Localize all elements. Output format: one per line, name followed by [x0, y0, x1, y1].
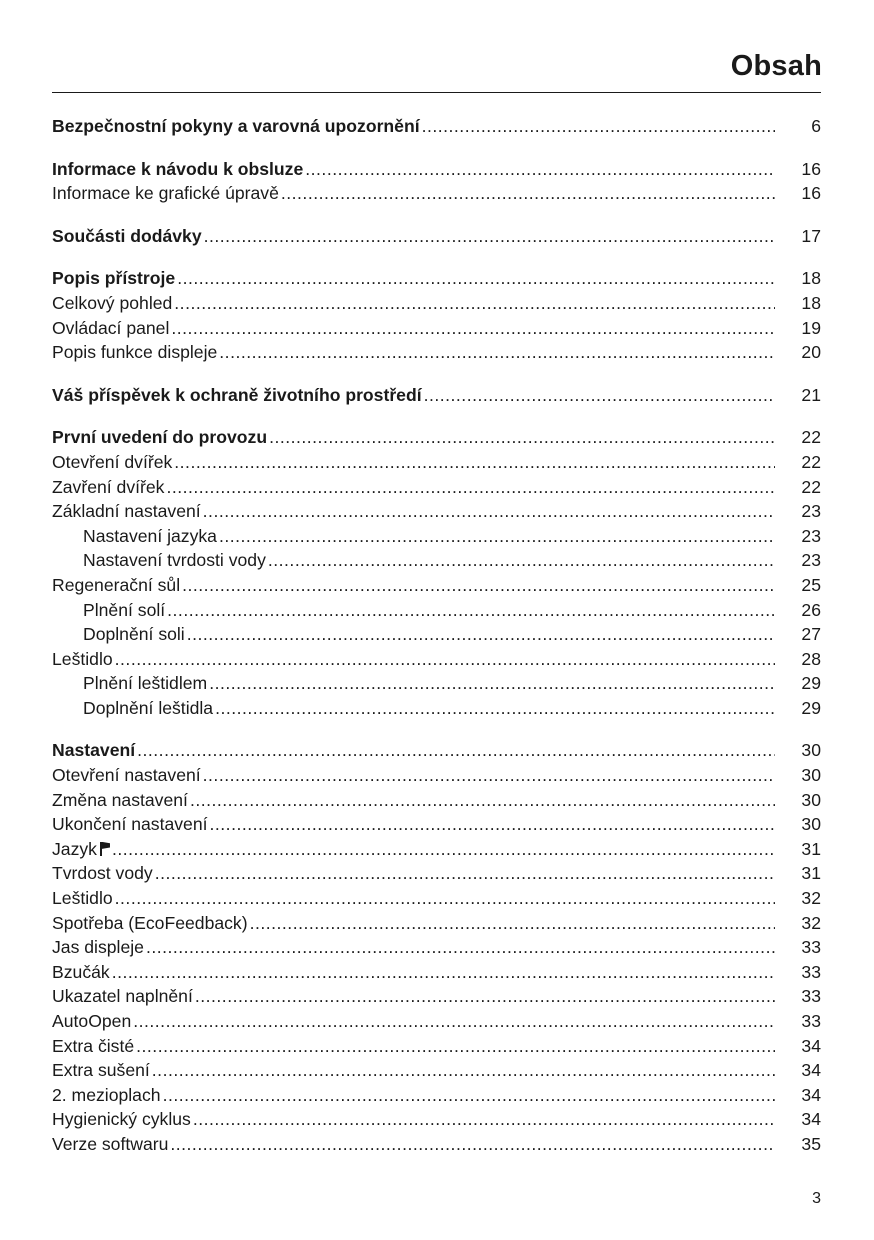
toc-page-number: 17 — [801, 225, 821, 246]
toc-entry-label — [52, 181, 279, 206]
toc-entry-label — [52, 114, 420, 139]
toc-entry-label — [52, 1058, 150, 1083]
flag-icon — [100, 842, 110, 856]
toc-dot-leader — [112, 837, 775, 862]
toc-entry-label — [52, 1107, 191, 1132]
toc-dot-leader — [203, 499, 775, 524]
toc-page-number: 18 — [801, 292, 821, 313]
toc-page-number: 22 — [801, 451, 821, 472]
toc-dot-leader — [219, 340, 775, 365]
toc-entry-label — [52, 1132, 168, 1157]
toc-dot-leader — [424, 383, 775, 408]
toc-page-number: 33 — [801, 961, 821, 982]
toc-entry-title: Extra sušení — [52, 1060, 150, 1081]
toc-page-number: 31 — [801, 838, 821, 859]
toc-entry-title: Doplnění leštidla — [83, 697, 214, 718]
toc-dot-leader — [250, 911, 775, 936]
toc-dot-leader — [115, 647, 775, 672]
toc-entry-label — [52, 340, 217, 365]
toc-page-number: 23 — [801, 501, 821, 522]
toc-entry[interactable] — [52, 524, 821, 549]
toc-entry-label — [52, 886, 113, 911]
toc-entry-label — [52, 763, 201, 788]
toc-page-number: 31 — [801, 863, 821, 884]
toc-entry[interactable] — [52, 340, 821, 365]
toc-entry-title: Plnění solí — [83, 599, 166, 620]
toc-entry-title: Součásti dodávky — [52, 225, 202, 246]
toc-page-number: 32 — [801, 888, 821, 909]
toc-entry-title: 2. mezioplach — [52, 1084, 161, 1105]
toc-page-number: 21 — [801, 384, 821, 405]
toc-section-entry[interactable] — [52, 224, 821, 249]
toc-page-number: 23 — [801, 550, 821, 571]
toc-entry-title: Verze softwaru — [52, 1133, 169, 1154]
toc-entry[interactable] — [52, 475, 821, 500]
toc-dot-leader — [170, 1132, 775, 1157]
toc-entry-label — [52, 647, 113, 672]
toc-entry[interactable] — [52, 316, 821, 341]
toc-dot-leader — [167, 598, 775, 623]
toc-entry-title: Základní nastavení — [52, 501, 201, 522]
toc-entry-label — [52, 671, 207, 696]
toc-page-number: 26 — [801, 599, 821, 620]
toc-entry[interactable] — [52, 1009, 821, 1034]
toc-entry-title: Zavření dvířek — [52, 476, 165, 497]
toc-entry-title: Změna nastavení — [52, 789, 188, 810]
toc-page-number: 6 — [811, 116, 821, 136]
toc-page-number: 34 — [801, 1084, 821, 1105]
title-divider — [52, 92, 821, 93]
toc-entry-label — [52, 291, 172, 316]
toc-dot-leader — [219, 524, 775, 549]
toc-entry[interactable] — [52, 812, 821, 837]
toc-page-number: 22 — [801, 427, 821, 448]
toc-page-number: 30 — [801, 789, 821, 810]
toc-entry-label — [52, 548, 266, 573]
toc-entry-label — [52, 475, 164, 500]
toc-page-number: 33 — [801, 937, 821, 958]
toc-entry-label — [52, 450, 172, 475]
toc-entry[interactable] — [52, 1132, 821, 1157]
toc-page-number: 27 — [801, 624, 821, 645]
toc-entry[interactable] — [52, 861, 821, 886]
toc-entry-title: Doplnění soli — [83, 624, 185, 645]
toc-entry-title: Nastavení jazyka — [83, 525, 217, 546]
toc-entry-label — [52, 524, 217, 549]
toc-entry[interactable] — [52, 788, 821, 813]
toc-entry-title: Otevření nastavení — [52, 765, 201, 786]
toc-dot-leader — [166, 475, 775, 500]
toc-entry-label — [52, 157, 303, 182]
toc-page-number: 25 — [801, 574, 821, 595]
toc-page-number: 18 — [801, 268, 821, 289]
toc-entry-label — [52, 1083, 161, 1108]
toc-entry-label — [52, 788, 188, 813]
toc-entry-label — [52, 984, 193, 1009]
toc-dot-leader — [182, 573, 775, 598]
toc-dot-leader — [209, 671, 775, 696]
toc-page-number: 34 — [801, 1109, 821, 1130]
toc-page-number: 34 — [801, 1060, 821, 1081]
toc-dot-leader — [193, 1107, 775, 1132]
toc-dot-leader — [215, 696, 775, 721]
toc-entry[interactable] — [52, 647, 821, 672]
toc-entry-label — [52, 383, 422, 408]
toc-entry[interactable] — [52, 763, 821, 788]
toc-page-number: 30 — [801, 765, 821, 786]
toc-entry-label — [52, 837, 110, 862]
toc-entry[interactable] — [52, 671, 821, 696]
toc-entry-title: Leštidlo — [52, 888, 113, 909]
toc-entry-title: Jazyk — [52, 838, 97, 859]
page-number: 3 — [812, 1190, 821, 1207]
toc-dot-leader — [187, 622, 775, 647]
toc-dot-leader — [195, 984, 775, 1009]
toc-entry-title: Popis přístroje — [52, 268, 176, 289]
toc-entry[interactable] — [52, 1034, 821, 1059]
toc-page-number: 29 — [801, 697, 821, 718]
toc-entry[interactable] — [52, 837, 821, 862]
toc-entry-label — [52, 266, 175, 291]
toc-dot-leader — [422, 114, 775, 139]
toc-page-number: 33 — [801, 986, 821, 1007]
toc-entry[interactable] — [52, 935, 821, 960]
toc-entry-title: Bzučák — [52, 961, 110, 982]
toc-section-entry[interactable] — [52, 383, 821, 408]
toc-entry[interactable] — [52, 886, 821, 911]
toc-entry[interactable] — [52, 291, 821, 316]
toc-entry[interactable] — [52, 960, 821, 985]
toc-entry-label — [52, 425, 267, 450]
toc-page-number: 30 — [801, 814, 821, 835]
toc-entry-label — [52, 738, 135, 763]
toc-entry[interactable] — [52, 911, 821, 936]
toc-entry-title: Leštidlo — [52, 648, 113, 669]
toc-dot-leader — [210, 812, 775, 837]
toc-entry-title: Ukazatel naplnění — [52, 986, 193, 1007]
toc-dot-leader — [174, 450, 775, 475]
toc-dot-leader — [190, 788, 775, 813]
toc-entry-label — [52, 812, 208, 837]
toc-page-number: 30 — [801, 740, 821, 761]
toc-entry-title: Ukončení nastavení — [52, 814, 208, 835]
toc-section-entry[interactable] — [52, 114, 821, 139]
toc-entry-title: Popis funkce displeje — [52, 342, 218, 363]
toc-entry-label — [52, 622, 185, 647]
toc-entry-title: Informace k návodu k obsluze — [52, 158, 304, 179]
toc-entry-title: AutoOpen — [52, 1011, 132, 1031]
toc-dot-leader — [152, 1058, 775, 1083]
toc-entry-title: Ovládací panel — [52, 317, 170, 338]
toc-page-number: 16 — [801, 183, 821, 204]
toc-dot-leader — [146, 935, 775, 960]
toc-dot-leader — [115, 886, 775, 911]
toc-page-number: 20 — [801, 342, 821, 363]
table-of-contents — [52, 114, 821, 1157]
toc-entry-label — [52, 911, 248, 936]
toc-entry-title: Tvrdost vody — [52, 863, 153, 884]
toc-entry-title: Otevření dvířek — [52, 451, 173, 472]
toc-entry-title: Váš příspěvek k ochraně životního prostředí — [52, 384, 422, 405]
toc-entry-label — [52, 1034, 134, 1059]
toc-entry-label — [52, 1009, 131, 1034]
toc-entry-label — [52, 960, 110, 985]
toc-entry-label — [52, 573, 180, 598]
toc-entry-title: Plnění leštidlem — [83, 673, 208, 694]
toc-entry-label — [52, 499, 201, 524]
toc-entry-title: Celkový pohled — [52, 292, 173, 313]
toc-entry[interactable] — [52, 598, 821, 623]
toc-entry[interactable] — [52, 548, 821, 573]
toc-dot-leader — [171, 316, 775, 341]
toc-page-number: 28 — [801, 648, 821, 669]
toc-page-number: 35 — [801, 1133, 821, 1154]
toc-entry[interactable] — [52, 622, 821, 647]
toc-entry-label — [52, 935, 144, 960]
toc-dot-leader — [136, 1034, 775, 1059]
toc-dot-leader — [155, 861, 775, 886]
toc-page-number: 19 — [801, 317, 821, 338]
toc-section-entry[interactable] — [52, 157, 821, 182]
toc-entry[interactable] — [52, 984, 821, 1009]
toc-entry-title: Nastavení — [52, 740, 136, 761]
toc-entry-title: Regenerační sůl — [52, 574, 181, 595]
toc-page-number: 22 — [801, 476, 821, 497]
toc-entry-label — [52, 696, 213, 721]
toc-page-number: 32 — [801, 912, 821, 933]
toc-entry-label — [52, 316, 169, 341]
toc-entry-title: Informace ke grafické úpravě — [52, 183, 279, 204]
page-title: Obsah — [730, 50, 822, 82]
toc-entry[interactable] — [52, 181, 821, 206]
toc-entry-label — [52, 224, 202, 249]
toc-entry-title: Hygienický cyklus — [52, 1109, 191, 1130]
toc-entry[interactable] — [52, 499, 821, 524]
toc-page-number: 23 — [801, 525, 821, 546]
toc-entry[interactable] — [52, 696, 821, 721]
toc-entry-title: Bezpečnostní pokyny a varovná upozornění — [52, 116, 420, 136]
toc-entry-title: Nastavení tvrdosti vody — [83, 550, 266, 571]
toc-entry-title: Extra čisté — [52, 1035, 135, 1056]
toc-section-entry[interactable] — [52, 266, 821, 291]
toc-entry[interactable] — [52, 1083, 821, 1108]
toc-dot-leader — [203, 763, 775, 788]
toc-entry[interactable] — [52, 1058, 821, 1083]
toc-entry-label — [52, 861, 153, 886]
toc-dot-leader — [133, 1009, 775, 1034]
toc-dot-leader — [137, 738, 775, 763]
toc-dot-leader — [174, 291, 775, 316]
toc-entry-label — [52, 598, 165, 623]
toc-page-number: 33 — [801, 1011, 821, 1031]
toc-dot-leader — [112, 960, 775, 985]
toc-dot-leader — [204, 224, 775, 249]
toc-page-number: 34 — [801, 1035, 821, 1056]
toc-page-number: 29 — [801, 673, 821, 694]
toc-dot-leader — [281, 181, 775, 206]
toc-dot-leader — [269, 425, 775, 450]
toc-entry[interactable] — [52, 1107, 821, 1132]
toc-section-entry[interactable] — [52, 738, 821, 763]
toc-entry-title: Spotřeba (EcoFeedback) — [52, 912, 248, 933]
toc-dot-leader — [268, 548, 775, 573]
toc-entry[interactable] — [52, 573, 821, 598]
toc-dot-leader — [305, 157, 775, 182]
toc-entry[interactable] — [52, 450, 821, 475]
toc-section-entry[interactable] — [52, 425, 821, 450]
toc-entry-title: První uvedení do provozu — [52, 427, 268, 448]
toc-entry-title: Jas displeje — [52, 937, 144, 958]
toc-page-number: 16 — [801, 158, 821, 179]
toc-dot-leader — [163, 1083, 775, 1108]
toc-dot-leader — [177, 266, 775, 291]
